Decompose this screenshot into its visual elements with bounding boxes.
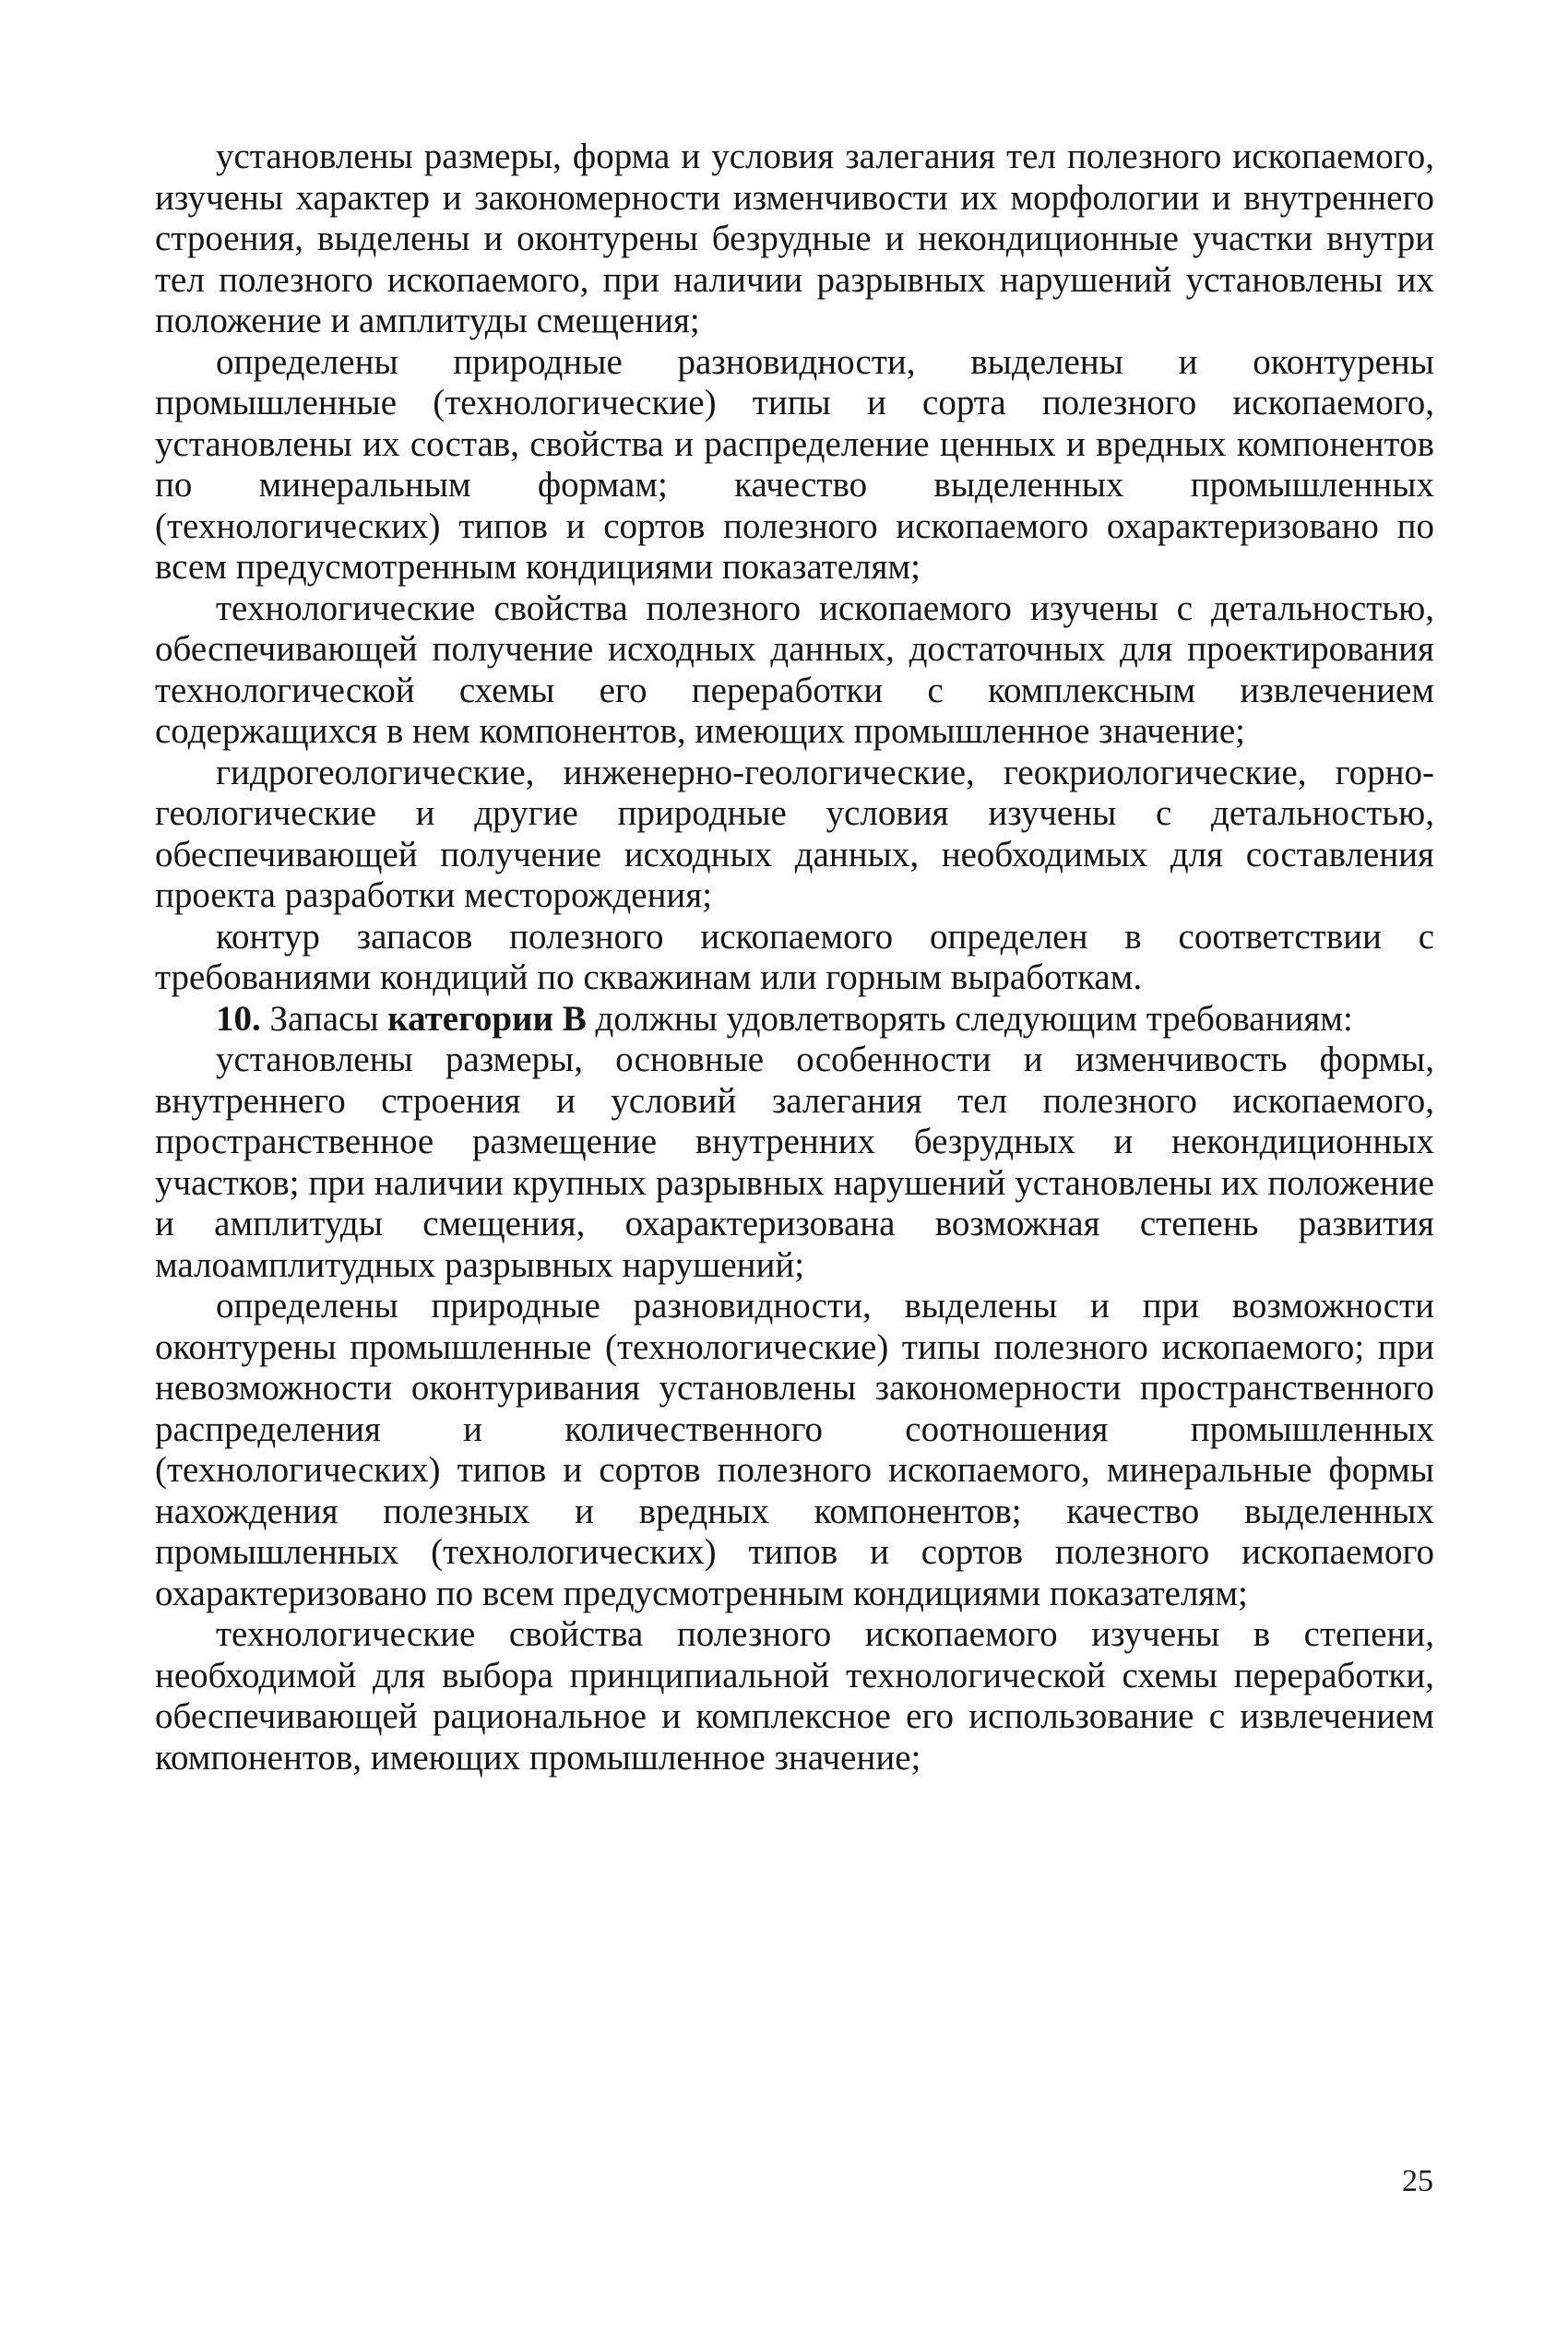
- body-text: [155, 137, 1434, 1778]
- paragraph-b-1: установлены размеры, основные особенности и изменчивость формы, внутреннего строения и условий залегания тел полезного ископаемого, пространственное размещение внутренних безрудных и некондиционных участков; при наличии крупных разрывных нарушений установлены их положение и амплитуды смещения, охарактеризована возможная степень развития малоамплитудных разрывных нарушений;: [155, 1040, 1434, 1285]
- page-number: 25: [1402, 2164, 1433, 2198]
- section-requirements: должны удовлетворять следующим требованиям:: [595, 998, 1353, 1039]
- paragraph-2: определены природные разновидности, выделены и оконтурены промышленные (технологические) типы и сорта полезного ископаемого, установлены их состав, свойства и распределение ценных и вредных компонентов по минеральным формам; качество выделенных промышленных (технологических) типов и сортов полезного ископаемого охарактеризовано по всем предусмотренным кондициями показателям;: [155, 341, 1434, 587]
- section-number: 10.: [216, 998, 261, 1039]
- paragraph-3: технологические свойства полезного ископаемого изучены с детальностью, обеспечивающей получение исходных данных, достаточных для проектирования технологической схемы его переработки с комплексным извлечением содержащихся в нем компонентов, имеющих промышленное значение;: [155, 588, 1434, 751]
- section-10-heading: [155, 999, 1434, 1041]
- paragraph-b-3: технологические свойства полезного ископаемого изучены в степени, необходимой для выбора принципиальной технологической схемы переработки, обеспечивающей рациональное и комплексное его использование с извлечением компонентов, имеющих промышленное значение;: [155, 1614, 1434, 1778]
- paragraph-b-2: определены природные разновидности, выделены и при возможности оконтурены промышленные (технологические) типы полезного ископаемого; при невозможности оконтуривания установлены закономерности пространственного распределения и количественного соотношения промышленных (технологических) типов и сортов полезного ископаемого, минеральные формы нахождения полезных и вредных компонентов; качество выделенных промышленных (технологических) типов и сортов полезного ископаемого охарактеризовано по всем предусмотренным кондициями показателям;: [155, 1286, 1434, 1613]
- paragraph-1: установлены размеры, форма и условия залегания тел полезного ископаемого, изучены характер и закономерности изменчивости их морфологии и внутреннего строения, выделены и оконтурены безрудные и некондиционные участки внутри тел полезного ископаемого, при наличии разрывных нарушений установлены их положение и амплитуды смещения;: [155, 137, 1434, 340]
- category-label: категории В: [387, 998, 587, 1039]
- paragraph-4: гидрогеологические, инженерно-геологические, геокриологические, горно-геологические и другие природные условия изучены с детальностью, обеспечивающей получение исходных данных, необходимых для составления проекта разработки месторождения;: [155, 752, 1434, 915]
- paragraph-5: контур запасов полезного ископаемого определен в соответствии с требованиями кондиций по скважинам или горным выработкам.: [155, 916, 1434, 997]
- section-intro: Запасы: [269, 998, 379, 1039]
